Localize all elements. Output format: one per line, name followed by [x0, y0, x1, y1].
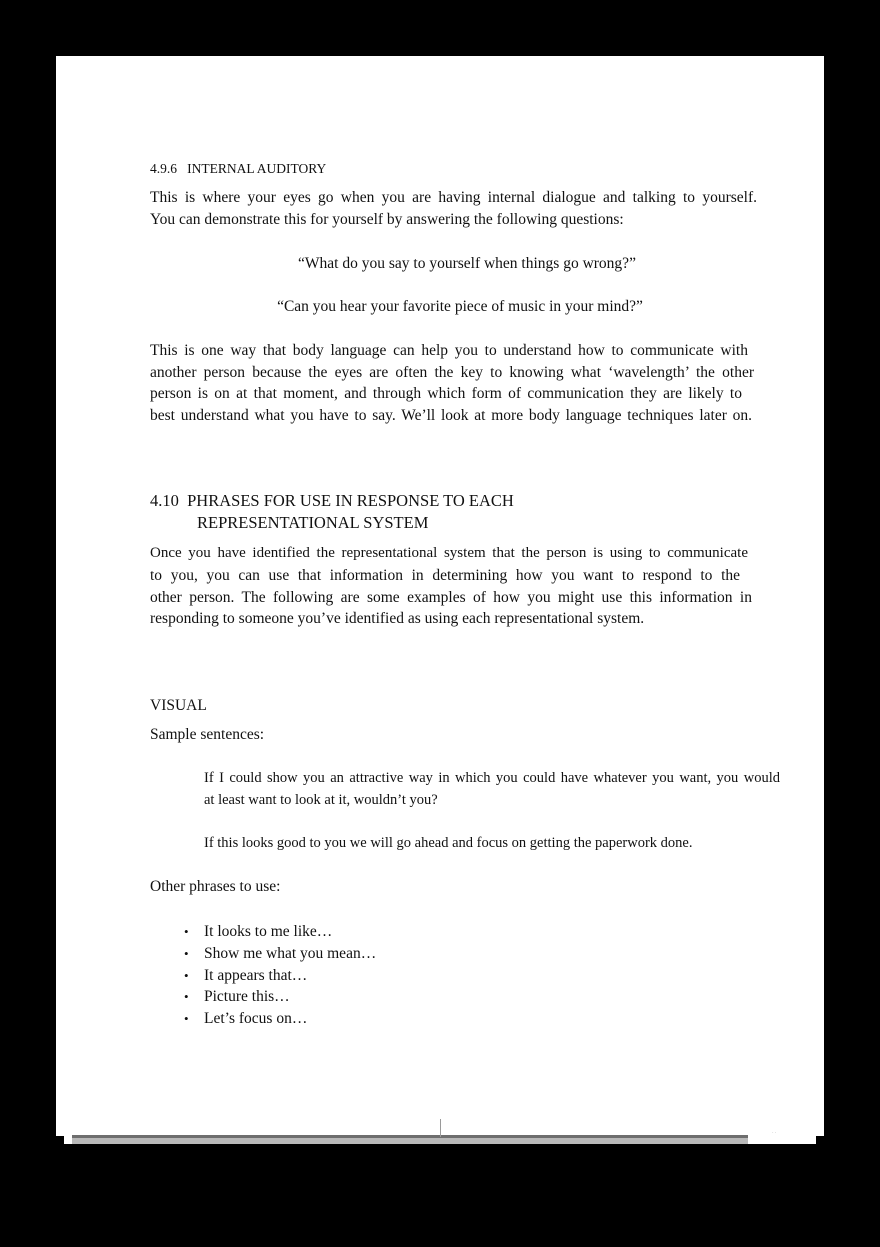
subsection-title: INTERNAL AUDITORY — [187, 161, 327, 176]
list-item: • Show me what you mean… — [184, 943, 376, 965]
page-center-marker — [440, 1119, 441, 1137]
paragraph-line: another person because the eyes are often the key to knowing what ‘wavelength’ the other — [150, 364, 754, 381]
paragraph-line: person is on at that moment, and through which form of communication they are likely to — [150, 385, 742, 402]
section-heading — [150, 491, 514, 511]
section-heading-continued: REPRESENTATIONAL SYSTEM — [197, 513, 429, 532]
bullet-icon: • — [184, 924, 189, 939]
paragraph-line: to you, you can use that information in determining how you want to respond to the — [150, 567, 740, 584]
other-phrases-label: Other phrases to use: — [150, 878, 281, 895]
sample-sentences-label: Sample sentences: — [150, 726, 265, 743]
paragraph-line: responding to someone you’ve identified as using each representational system. — [150, 610, 645, 627]
list-item: • Picture this… — [184, 986, 376, 1008]
paragraph-line: best understand what you have to say. We’ll look at more body language techniques later on. — [150, 407, 752, 424]
sample-sentence-line: at least want to look at it, wouldn’t you? — [204, 792, 438, 808]
phrase-list — [184, 921, 376, 1030]
paragraph-line: Once you have identified the representational system that the person is using to communicate — [150, 545, 748, 561]
subsection-heading — [150, 161, 326, 177]
list-item: • It looks to me like… — [184, 921, 376, 943]
bullet-icon: • — [184, 1011, 189, 1027]
paragraph-line: This is where your eyes go when you are having internal dialogue and talking to yourself. — [150, 189, 757, 206]
quoted-question: “What do you say to yourself when things go wrong?” — [298, 255, 636, 272]
bullet-icon: • — [184, 945, 189, 961]
page-corner-mark: ·· — [772, 1131, 778, 1136]
sample-sentence-line: If I could show you an attractive way in which you could have whatever you want, you would — [204, 770, 780, 786]
bullet-icon: • — [184, 989, 189, 1005]
section-number: 4.10 — [150, 491, 179, 510]
sample-sentence-line: If this looks good to you we will go ahead and focus on getting the paperwork done. — [204, 835, 693, 851]
visual-heading: VISUAL — [150, 697, 207, 714]
quoted-question: “Can you hear your favorite piece of music in your mind?” — [277, 298, 643, 315]
section-title: PHRASES FOR USE IN RESPONSE TO EACH — [187, 491, 514, 510]
bullet-icon: • — [184, 967, 189, 983]
paragraph-line: You can demonstrate this for yourself by answering the following questions: — [150, 211, 624, 228]
horizontal-scrollbar-shadow — [72, 1138, 748, 1144]
list-item: • Let’s focus on… — [184, 1008, 376, 1030]
paragraph-line: This is one way that body language can help you to understand how to communicate with — [150, 342, 748, 359]
subsection-number: 4.9.6 — [150, 161, 177, 176]
paragraph-line: other person. The following are some examples of how you might use this information in — [150, 589, 752, 606]
list-item: • It appears that… — [184, 965, 376, 987]
